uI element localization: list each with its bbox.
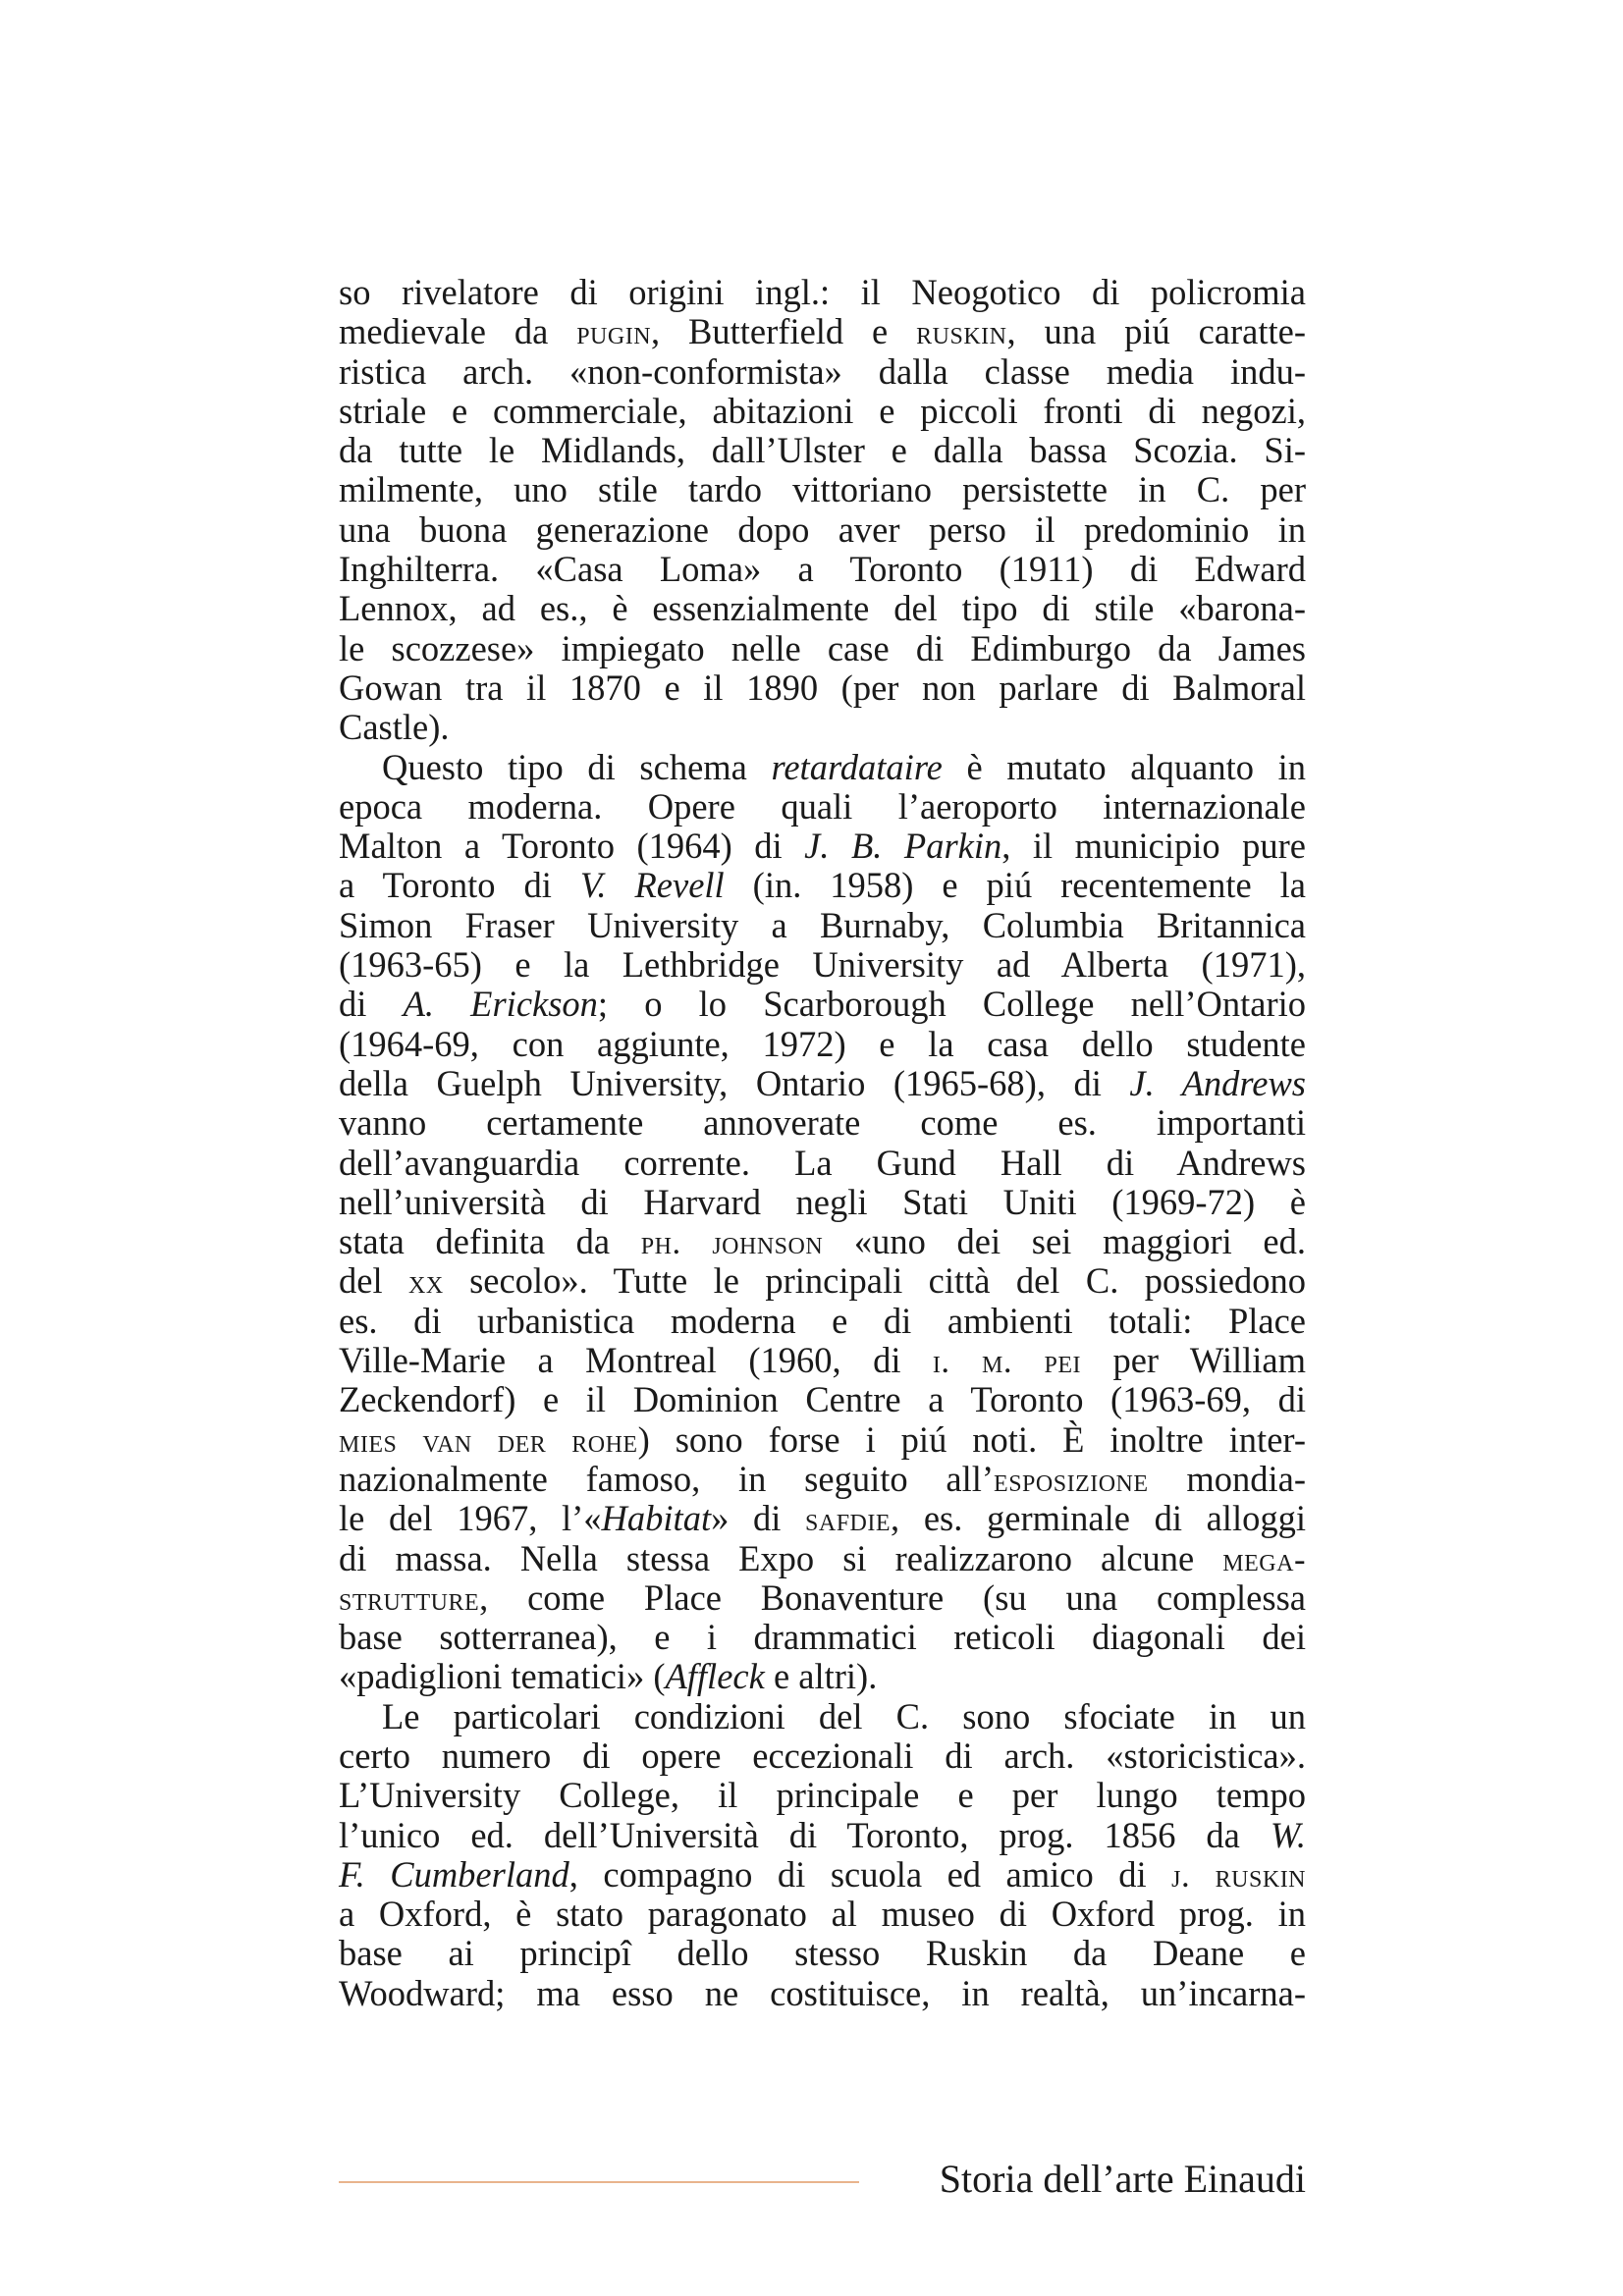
- italic-term: Affleck: [665, 1656, 765, 1697]
- text-line: [339, 1974, 1306, 2013]
- text-run: le scozzese» impiegato nelle case di Edimburgo da James: [339, 627, 1306, 668]
- text-run: (in. 1958) e piú recentemente la: [724, 865, 1306, 906]
- text-line: [339, 1578, 1306, 1618]
- text-line: [339, 550, 1306, 589]
- text-line: [339, 668, 1306, 708]
- text-run: di: [339, 984, 404, 1025]
- text-line: [339, 1934, 1306, 1973]
- text-line: [339, 1341, 1306, 1380]
- text-run: a Oxford, è stato paragonato al museo di Oxford prog. in: [339, 1894, 1306, 1935]
- text-run: una buona generazione dopo aver perso il predominio in: [339, 508, 1306, 550]
- text-run: Simon Fraser University a Burnaby, Columbia Britannica: [339, 904, 1306, 945]
- text-run: ) sono forse i piú noti. È inoltre inter-: [637, 1418, 1306, 1460]
- text-run: » di: [711, 1498, 806, 1539]
- text-line: [339, 1302, 1306, 1341]
- small-caps-name: esposizione: [994, 1461, 1149, 1499]
- text-line: [339, 985, 1306, 1024]
- text-run: secolo». Tutte le principali città del C. possiedono: [443, 1260, 1306, 1302]
- text-run: medievale da: [339, 311, 577, 352]
- text-run: e altri).: [764, 1656, 878, 1697]
- text-line: [339, 589, 1306, 628]
- text-line: [339, 273, 1306, 312]
- text-run: Inghilterra. «Casa Loma» a Toronto (1911) di Edward: [339, 549, 1306, 590]
- text-run: , Butterfield e: [651, 311, 917, 352]
- text-line: [339, 1776, 1306, 1815]
- text-line: [339, 1183, 1306, 1222]
- text-line: [339, 312, 1306, 351]
- text-run: Castle).: [339, 707, 450, 748]
- text-line: [339, 748, 1306, 787]
- text-run: le del 1967, l’«: [339, 1498, 602, 1539]
- text-line: [339, 708, 1306, 747]
- text-run: (1963-65) e la Lethbridge University ad Alberta (1971),: [339, 944, 1306, 986]
- text-line: [339, 470, 1306, 509]
- italic-term: W.: [1270, 1814, 1306, 1855]
- text-line: [339, 1855, 1306, 1895]
- text-line: [339, 1222, 1306, 1261]
- small-caps-name: pugin: [576, 314, 652, 352]
- text-run: Ville-Marie a Montreal (1960, di: [339, 1340, 933, 1381]
- text-line: [339, 1736, 1306, 1776]
- text-run: per William: [1081, 1340, 1306, 1381]
- text-run: Gowan tra il 1870 e il 1890 (per non parlare di Balmoral: [339, 667, 1306, 708]
- text-run: l’unico ed. dell’Università di Toronto, prog. 1856 da: [339, 1814, 1271, 1855]
- text-run: è mutato alquanto in: [942, 746, 1306, 787]
- text-run: «padiglioni tematici» (: [339, 1656, 666, 1697]
- text-run: base ai principî dello stesso Ruskin da Deane e: [339, 1933, 1306, 1974]
- text-line: [339, 1539, 1306, 1578]
- text-line: [339, 1420, 1306, 1460]
- text-line: [339, 787, 1306, 827]
- body-text: [339, 273, 1306, 2013]
- text-run: , compagno di scuola ed amico di: [568, 1853, 1172, 1895]
- text-run: del: [339, 1260, 408, 1302]
- italic-term: Habitat: [601, 1498, 712, 1539]
- text-run: nazionalmente famoso, in seguito all’: [339, 1458, 995, 1499]
- text-line: [339, 1380, 1306, 1419]
- text-line: [339, 510, 1306, 550]
- text-run: certo numero di opere eccezionali di arch. «storicistica».: [339, 1735, 1306, 1776]
- italic-term: J. Andrews: [1129, 1062, 1306, 1103]
- text-run: ristica arch. «non-conformista» dalla classe media indu-: [339, 350, 1306, 392]
- text-line: [339, 906, 1306, 945]
- text-line: [339, 866, 1306, 905]
- small-caps-name: safdie: [805, 1501, 892, 1539]
- small-caps-name: ruskin: [916, 314, 1007, 352]
- text-run: , il municipio pure: [1001, 826, 1306, 867]
- text-line: [339, 945, 1306, 985]
- text-run: «uno dei sei maggiori ed.: [823, 1221, 1306, 1262]
- text-run: , come Place Bonaventure (su una complessa: [479, 1576, 1306, 1618]
- italic-term: retardataire: [771, 746, 943, 787]
- footer-rule: [339, 2181, 859, 2183]
- text-run: L’University College, il principale e per lungo tempo: [339, 1775, 1306, 1816]
- text-run: da tutte le Midlands, dall’Ulster e dalla bassa Scozia. Si-: [339, 430, 1306, 471]
- text-run: milmente, uno stile tardo vittoriano persistette in C. per: [339, 469, 1306, 510]
- small-caps-name: mies van der rohe: [339, 1421, 638, 1460]
- italic-term: A. Erickson: [403, 984, 598, 1025]
- text-run: striale e commerciale, abitazioni e piccoli fronti di negozi,: [339, 390, 1306, 431]
- italic-term: V. Revell: [579, 865, 725, 906]
- text-line: [339, 1499, 1306, 1538]
- text-run: Zeckendorf) e il Dominion Centre a Toronto (1963-69, di: [339, 1379, 1306, 1420]
- text-run: Woodward; ma esso ne costituisce, in realtà, un’incarna-: [339, 1972, 1306, 2013]
- italic-term: F. Cumberland: [339, 1853, 569, 1895]
- text-line: [339, 1103, 1306, 1143]
- text-line: [339, 431, 1306, 470]
- text-run: , es. germinale di alloggi: [891, 1498, 1306, 1539]
- text-run: ; o lo Scarborough College nell’Ontario: [597, 984, 1306, 1025]
- text-run: Le particolari condizioni del C. sono sfociate in un: [382, 1695, 1306, 1736]
- text-run: Questo tipo di schema: [382, 746, 772, 787]
- text-line: [339, 1816, 1306, 1855]
- text-run: stata definita da: [339, 1221, 641, 1262]
- text-run: epoca moderna. Opere quali l’aeroporto internazionale: [339, 785, 1306, 827]
- text-run: vanno certamente annoverate come es. importanti: [339, 1102, 1306, 1144]
- text-run: Malton a Toronto (1964) di: [339, 826, 805, 867]
- text-run: (1964-69, con aggiunte, 1972) e la casa dello studente: [339, 1023, 1306, 1064]
- text-run: nell’università di Harvard negli Stati Uniti (1969-72) è: [339, 1181, 1306, 1222]
- text-line: [339, 1618, 1306, 1657]
- text-run: so rivelatore di origini ingl.: il Neogotico di policromia: [339, 272, 1306, 312]
- italic-term: J. B. Parkin: [804, 826, 1002, 867]
- text-run: base sotterranea), e i drammatici reticoli diagonali dei: [339, 1617, 1306, 1658]
- text-run: mondia-: [1148, 1458, 1306, 1499]
- text-run: Lennox, ad es., è essenzialmente del tipo di stile «barona-: [339, 588, 1306, 629]
- small-caps-name: mega-: [1222, 1540, 1306, 1578]
- text-line: [339, 352, 1306, 392]
- text-run: es. di urbanistica moderna e di ambienti totali: Place: [339, 1300, 1306, 1341]
- text-line: [339, 1144, 1306, 1183]
- text-run: , una piú caratte-: [1006, 311, 1306, 352]
- text-line: [339, 1460, 1306, 1499]
- small-caps-name: xx: [408, 1263, 444, 1302]
- text-line: [339, 1697, 1306, 1736]
- text-run: della Guelph University, Ontario (1965-68), di: [339, 1062, 1130, 1103]
- text-line: [339, 1064, 1306, 1103]
- small-caps-name: ph. johnson: [640, 1224, 824, 1262]
- text-line: [339, 392, 1306, 431]
- small-caps-name: i. m. pei: [932, 1343, 1082, 1381]
- text-run: dell’avanguardia corrente. La Gund Hall di Andrews: [339, 1142, 1306, 1183]
- text-run: di massa. Nella stessa Expo si realizzarono alcune: [339, 1537, 1223, 1578]
- small-caps-name: j. ruskin: [1171, 1856, 1307, 1895]
- text-run: a Toronto di: [339, 865, 580, 906]
- small-caps-name: strutture: [339, 1579, 480, 1618]
- footer-title: Storia dell’arte Einaudi: [939, 2157, 1306, 2201]
- text-line: [339, 1895, 1306, 1934]
- text-line: [339, 629, 1306, 668]
- text-line: [339, 827, 1306, 866]
- text-line: [339, 1657, 1306, 1696]
- text-line: [339, 1025, 1306, 1064]
- text-line: [339, 1261, 1306, 1301]
